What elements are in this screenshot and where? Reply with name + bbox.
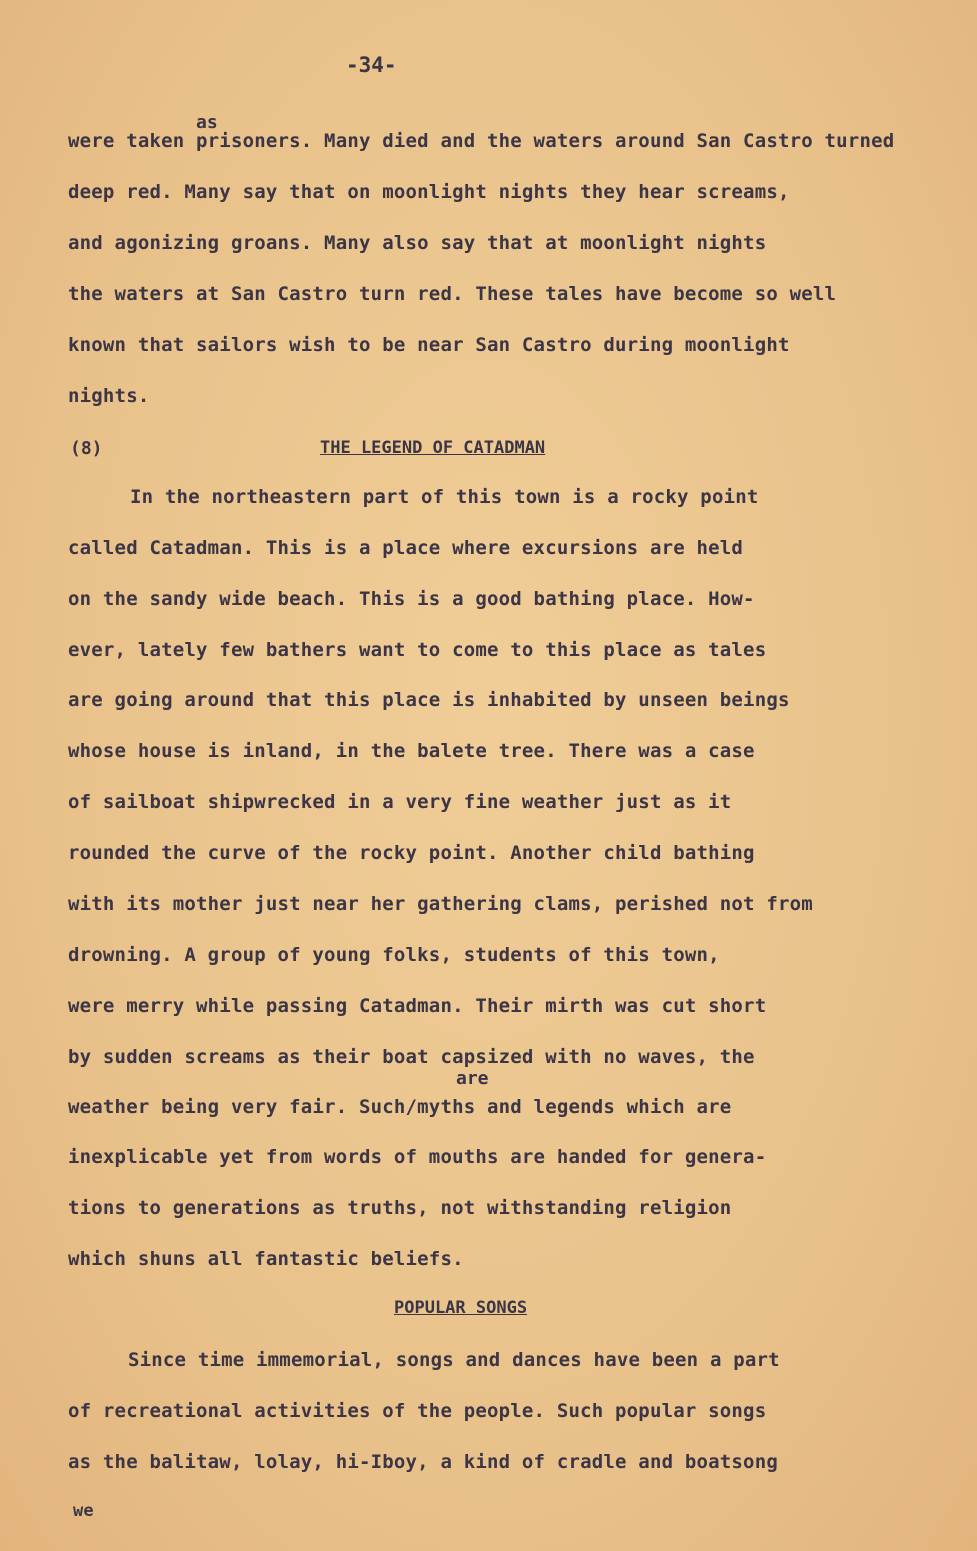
text-line: weather being very fair. Such/myths and legends which are <box>68 1096 732 1118</box>
section-heading-legend: THE LEGEND OF CATADMAN <box>320 438 546 458</box>
text-line: ever, lately few bathers want to come to this place as tales <box>68 639 767 661</box>
page-number: -34- <box>346 53 397 77</box>
text-line: were merry while passing Catadman. Their mirth was cut short <box>68 995 767 1017</box>
section-marker: (8) <box>70 438 103 459</box>
text-line: nights. <box>68 385 150 407</box>
text-line: deep red. Many say that on moonlight nights they hear screams, <box>68 181 790 203</box>
text-line: on the sandy wide beach. This is a good bathing place. How- <box>68 588 755 610</box>
text-line: whose house is inland, in the balete tree. There was a case <box>68 740 755 762</box>
text-line: of sailboat shipwrecked in a very fine weather just as it <box>68 791 732 813</box>
handwritten-insertion-are: are <box>456 1068 489 1089</box>
text-line: are going around that this place is inhabited by unseen beings <box>68 689 790 711</box>
text-line: which shuns all fantastic beliefs. <box>68 1248 464 1270</box>
catchword: we <box>73 1501 94 1521</box>
text-line: Since time immemorial, songs and dances have been a part <box>128 1349 780 1371</box>
text-line: of recreational activities of the people. Such popular songs <box>68 1400 767 1422</box>
text-line: called Catadman. This is a place where excursions are held <box>68 537 744 559</box>
text-line: and agonizing groans. Many also say that at moonlight nights <box>68 232 767 254</box>
text-line: as the balitaw, lolay, hi-Iboy, a kind of cradle and boatsong <box>68 1451 778 1473</box>
text-line: In the northeastern part of this town is a rocky point <box>130 486 759 508</box>
text-line: inexplicable yet from words of mouths are handed for genera- <box>68 1146 767 1168</box>
handwritten-insertion-as: as <box>196 112 218 133</box>
text-line: drowning. A group of young folks, students of this town, <box>68 944 720 966</box>
text-line: were taken prisoners. Many died and the waters around San Castro turned <box>68 130 895 152</box>
text-line: known that sailors wish to be near San Castro during moonlight <box>68 334 790 356</box>
section-heading-songs: POPULAR SONGS <box>394 1298 528 1318</box>
text-line: rounded the curve of the rocky point. Another child bathing <box>68 842 755 864</box>
text-line: by sudden screams as their boat capsized with no waves, the <box>68 1046 755 1068</box>
text-line: tions to generations as truths, not withstanding religion <box>68 1197 732 1219</box>
text-line: the waters at San Castro turn red. These tales have become so well <box>68 283 837 305</box>
text-line: with its mother just near her gathering clams, perished not from <box>68 893 813 915</box>
